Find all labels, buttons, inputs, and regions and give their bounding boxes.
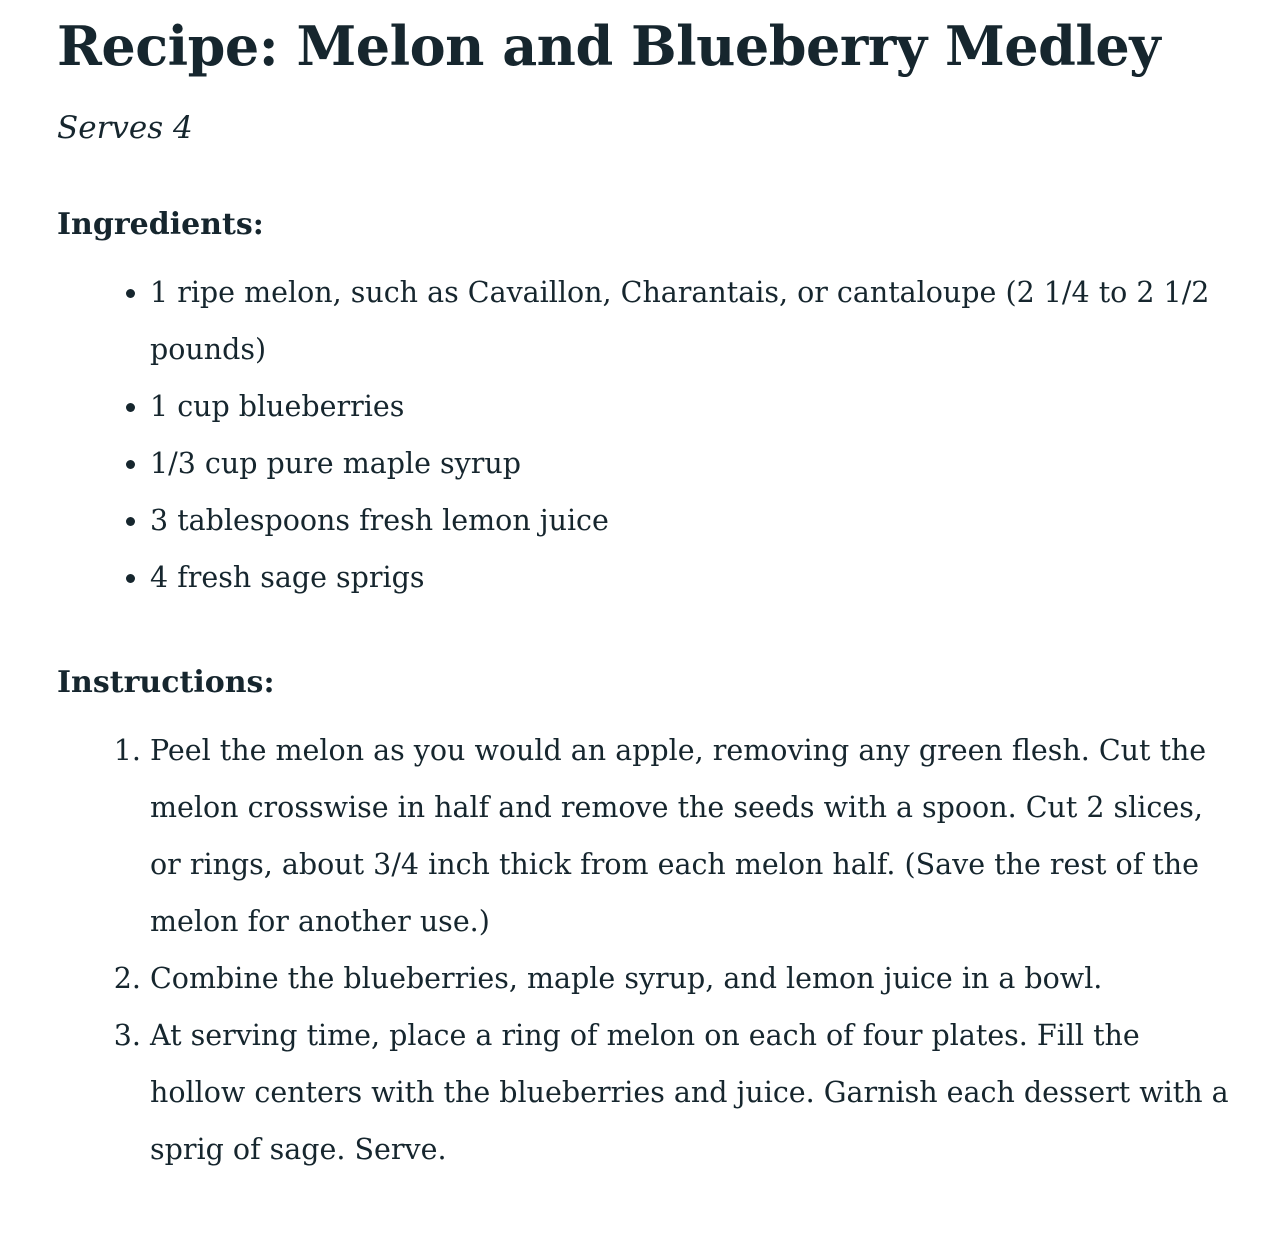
ingredient-item: • 4 fresh sage sprigs — [150, 549, 1231, 606]
ingredients-list — [57, 264, 1231, 606]
instruction-item: 1. Peel the melon as you would an apple, removing any green flesh. Cut the melon crosswise in half and remove the seeds with a spoon. Cut 2 slices, or rings, about 3/4 inch thick from each melon half. (Save the rest of the melon for another use.) — [150, 722, 1231, 950]
ingredient-item: • 3 tablespoons fresh lemon juice — [150, 492, 1231, 549]
serves-note: Serves 4 — [57, 110, 193, 146]
instruction-item: 3. At serving time, place a ring of melon on each of four plates. Fill the hollow centers with the blueberries and juice. Garnish each dessert with a sprig of sage. Serve. — [150, 1007, 1231, 1178]
page-title: Recipe: Melon and Blueberry Medley — [57, 14, 1161, 78]
ingredients-heading: Ingredients: — [57, 207, 264, 242]
instructions-list — [57, 722, 1231, 1178]
instructions-heading: Instructions: — [57, 665, 275, 700]
ingredient-item: • 1/3 cup pure maple syrup — [150, 435, 1231, 492]
instruction-item: 2. Combine the blueberries, maple syrup, and lemon juice in a bowl. — [150, 950, 1231, 1007]
ingredient-item: • 1 ripe melon, such as Cavaillon, Charantais, or cantaloupe (2 1/4 to 2 1/2 pounds) — [150, 264, 1231, 378]
ingredient-item: • 1 cup blueberries — [150, 378, 1231, 435]
